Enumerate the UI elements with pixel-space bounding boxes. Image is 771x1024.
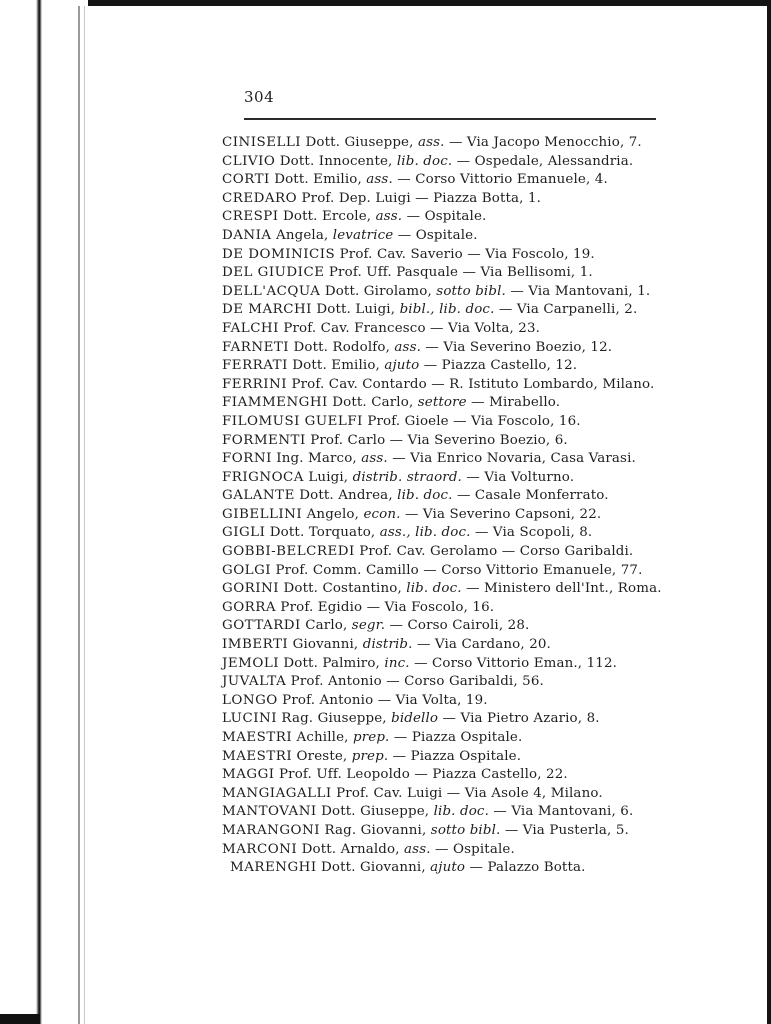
entry-surname: FRIGNOCA <box>222 469 304 485</box>
directory-entry <box>222 301 682 320</box>
directory-entry <box>222 320 682 339</box>
entry-surname: FERRINI <box>222 376 288 392</box>
entry-address: — Ospitale. <box>430 841 515 857</box>
directory-entry <box>222 766 682 785</box>
directory-entry <box>222 171 682 190</box>
directory-list <box>222 134 682 878</box>
entry-surname: MANTOVANI <box>222 804 317 820</box>
entry-details: Dott. Carlo, <box>327 395 418 411</box>
entry-details: Dott. Rodolfo, <box>289 339 395 355</box>
entry-surname: LUCINI <box>222 711 277 727</box>
directory-entry <box>222 580 682 599</box>
entry-surname: DE MARCHI <box>222 302 312 318</box>
directory-entry <box>222 785 682 804</box>
entry-surname: FILOMUSI GUELFI <box>222 413 363 429</box>
entry-surname: GIGLI <box>222 525 266 541</box>
entry-address: — Casale Monferrato. <box>452 488 609 504</box>
entry-role: inc. <box>384 655 410 671</box>
entry-details: Prof. Dep. Luigi — Piazza Botta, 1. <box>297 190 542 206</box>
header-rule <box>244 118 656 120</box>
gutter-line <box>78 6 80 1024</box>
entry-details: Prof. Cav. Saverio — Via Foscolo, 19. <box>335 246 595 262</box>
entry-details: Dott. Torquato, <box>265 525 380 541</box>
entry-details: Dott. Innocente, <box>275 153 397 169</box>
directory-entry <box>222 655 682 674</box>
entry-details: Dott. Giuseppe, <box>301 135 418 150</box>
entry-surname: GIBELLINI <box>222 506 303 522</box>
directory-entry <box>222 617 682 636</box>
entry-surname: MAGGI <box>222 767 275 783</box>
entry-surname: MAESTRI <box>222 730 293 745</box>
directory-entry <box>222 748 682 767</box>
directory-entry <box>222 506 682 525</box>
directory-entry <box>222 692 682 711</box>
directory-entry <box>222 487 682 506</box>
scan-border-bottom <box>0 1014 40 1024</box>
directory-entry <box>222 134 682 153</box>
entry-details: Angelo, <box>302 506 364 522</box>
entry-role: segr. <box>351 618 386 634</box>
entry-details: Oreste, <box>292 748 352 764</box>
entry-surname: DEL GIUDICE <box>222 265 325 281</box>
directory-entry <box>222 822 682 841</box>
entry-surname: FIAMMENGHI <box>222 395 328 411</box>
entry-surname: FERRATI <box>222 358 288 374</box>
entry-details: Dott. Palmiro, <box>279 655 385 671</box>
entry-address: — Piazza Castello, 12. <box>419 358 578 374</box>
entry-role: ass., lib. doc. <box>379 525 471 541</box>
entry-address: — Via Mantovani, 1. <box>505 283 651 299</box>
entry-details: Prof. Carlo — Via Severino Boezio, 6. <box>305 432 568 448</box>
entry-surname: GOTTARDI <box>222 618 301 634</box>
entry-address: — Via Scopoli, 8. <box>470 525 593 541</box>
entry-details: Dott. Giovanni, <box>316 860 431 876</box>
entry-surname: CRESPI <box>222 209 279 225</box>
entry-details: Carlo, <box>300 618 352 634</box>
entry-role: ajuto <box>430 860 466 876</box>
entry-details: Giovanni, <box>288 637 363 653</box>
entry-address: — Ospitale. <box>393 227 478 243</box>
entry-role: ass. <box>361 451 388 467</box>
directory-entry <box>222 543 682 562</box>
entry-details: Prof. Comm. Camillo — Corso Vittorio Emanuele, 77. <box>271 562 643 578</box>
directory-entry <box>222 841 682 860</box>
directory-entry <box>222 227 682 246</box>
entry-details: Prof. Antonio — Via Volta, 19. <box>277 692 488 708</box>
entry-role: ass. <box>404 841 431 857</box>
entry-details: Dott. Girolamo, <box>320 283 437 299</box>
entry-details: Prof. Gioele — Via Foscolo, 16. <box>362 413 581 429</box>
entry-details: Prof. Cav. Gerolamo — Corso Garibaldi. <box>354 544 634 560</box>
directory-entry <box>222 246 682 265</box>
entry-details: Dott. Emilio, <box>269 172 367 188</box>
entry-address: — Via Jacopo Menocchio, 7. <box>444 135 642 150</box>
entry-address: — Via Volturno. <box>461 469 575 485</box>
entry-surname: FALCHI <box>222 320 279 336</box>
entry-role: lib. doc. <box>406 581 462 597</box>
entry-role: econ. <box>363 506 401 522</box>
entry-details: Prof. Uff. Pasquale — Via Bellisomi, 1. <box>324 265 593 281</box>
entry-surname: JEMOLI <box>222 655 280 671</box>
entry-details: Rag. Giovanni, <box>320 822 431 838</box>
directory-entry <box>222 729 682 748</box>
entry-role: lib. doc. <box>397 488 453 504</box>
entry-surname: FORNI <box>222 451 272 467</box>
entry-role: sotto bibl. <box>430 822 501 838</box>
directory-entry <box>222 208 682 227</box>
entry-address: — Ospedale, Alessandria. <box>452 153 634 169</box>
directory-entry <box>222 264 682 283</box>
entry-surname: CLIVIO <box>222 153 276 169</box>
entry-address: — Corso Vittorio Emanuele, 4. <box>392 172 608 188</box>
directory-entry <box>222 803 682 822</box>
entry-role: ajuto <box>384 358 420 374</box>
entry-address: — Via Enrico Novaria, Casa Varasi. <box>387 451 636 467</box>
entry-surname: JUVALTA <box>222 674 287 690</box>
entry-address: — Via Pietro Azario, 8. <box>438 711 600 727</box>
directory-entry <box>222 190 682 209</box>
entry-surname: CREDARO <box>222 190 298 206</box>
entry-surname: MAESTRI <box>222 748 293 764</box>
directory-entry <box>222 376 682 395</box>
entry-address: — Ospitale. <box>402 209 487 225</box>
entry-details: Dott. Luigi, <box>311 302 400 318</box>
entry-address: — Via Mantovani, 6. <box>488 804 634 820</box>
entry-surname: CINISELLI <box>222 135 302 150</box>
directory-entry <box>222 562 682 581</box>
page-margin-left <box>0 0 30 1024</box>
entry-address: — Via Carpanelli, 2. <box>494 302 638 318</box>
directory-entry <box>222 524 682 543</box>
directory-entry <box>222 153 682 172</box>
entry-role: settore <box>417 395 467 411</box>
entry-address: — Piazza Ospitale. <box>389 730 523 745</box>
entry-details: Prof. Cav. Francesco — Via Volta, 23. <box>278 320 541 336</box>
entry-role: distrib. straord. <box>352 469 462 485</box>
entry-surname: DE DOMINICIS <box>222 246 336 262</box>
entry-role: ass. <box>394 339 422 355</box>
directory-entry <box>222 450 682 469</box>
entry-address: — Mirabello. <box>466 395 561 411</box>
entry-surname: MARCONI <box>222 841 298 857</box>
directory-entry <box>222 710 682 729</box>
entry-details: Rag. Giuseppe, <box>277 711 392 727</box>
directory-entry <box>222 599 682 618</box>
gutter-line-secondary <box>84 6 85 1024</box>
entry-details: Luigi, <box>303 469 353 485</box>
entry-surname: IMBERTI <box>222 637 289 653</box>
directory-entry <box>222 636 682 655</box>
entry-details: Prof. Egidio — Via Foscolo, 16. <box>276 599 495 615</box>
directory-entry <box>222 394 682 413</box>
entry-details: Dott. Andrea, <box>294 488 398 504</box>
entry-role: ass. <box>375 209 403 225</box>
entry-details: Achille, <box>292 730 353 745</box>
entry-surname: MARENGHI <box>230 860 317 876</box>
entry-details: Prof. Uff. Leopoldo — Piazza Castello, 22. <box>274 767 568 783</box>
entry-role: bidello <box>391 711 439 727</box>
entry-address: — Via Pusterla, 5. <box>500 822 629 838</box>
directory-entry <box>222 283 682 302</box>
directory-entry <box>222 413 682 432</box>
entry-surname: MANGIAGALLI <box>222 785 332 801</box>
entry-role: ass. <box>366 172 393 188</box>
entry-role: prep. <box>352 730 390 745</box>
entry-surname: GALANTE <box>222 488 295 504</box>
entry-address: — Via Severino Capsoni, 22. <box>400 506 602 522</box>
entry-surname: DANIA <box>222 227 272 243</box>
entry-surname: FARNETI <box>222 339 290 355</box>
entry-address: — Corso Vittorio Eman., 112. <box>409 655 618 671</box>
entry-details: Dott. Costantino, <box>279 581 407 597</box>
entry-role: bibl., lib. doc. <box>399 302 495 318</box>
entry-address: — Corso Cairoli, 28. <box>385 618 530 634</box>
entry-surname: FORMENTI <box>222 432 306 448</box>
entry-address: — Ministero dell'Int., Roma. <box>461 581 662 597</box>
entry-role: lib. doc. <box>433 804 489 820</box>
entry-details: Prof. Cav. Luigi — Via Asole 4, Milano. <box>331 785 603 801</box>
entry-address: — Via Cardano, 20. <box>412 637 551 653</box>
entry-role: levatrice <box>332 227 394 243</box>
entry-role: sotto bibl. <box>436 283 506 299</box>
entry-details: Dott. Giuseppe, <box>316 804 434 820</box>
entry-details: Dott. Arnaldo, <box>297 841 405 857</box>
directory-entry <box>222 469 682 488</box>
directory-entry <box>222 357 682 376</box>
entry-role: distrib. <box>362 637 413 653</box>
binding-edge <box>36 0 42 1024</box>
entry-details: Ing. Marco, <box>271 451 362 467</box>
directory-entry <box>222 432 682 451</box>
entry-surname: GOBBI-BELCREDI <box>222 544 355 560</box>
entry-surname: GORINI <box>222 581 280 597</box>
entry-details: Angela, <box>271 227 333 243</box>
directory-entry <box>222 673 682 692</box>
entry-details: Prof. Cav. Contardo — R. Istituto Lombardo, Milano. <box>287 376 655 392</box>
entry-role: ass. <box>417 135 445 150</box>
directory-entry <box>222 339 682 358</box>
entry-address: — Palazzo Botta. <box>465 860 586 876</box>
entry-details: Dott. Ercole, <box>278 209 376 225</box>
entry-details: Prof. Antonio — Corso Garibaldi, 56. <box>286 674 544 690</box>
directory-entry <box>222 859 682 878</box>
entry-role: lib. doc. <box>396 153 453 169</box>
scan-border-right <box>767 0 771 1024</box>
scan-border-top <box>88 0 771 6</box>
entry-surname: GORRA <box>222 599 277 615</box>
entry-surname: CORTI <box>222 172 270 188</box>
entry-address: — Via Severino Boezio, 12. <box>421 339 613 355</box>
entry-address: — Piazza Ospitale. <box>388 748 522 764</box>
entry-surname: MARANGONI <box>222 822 321 838</box>
entry-surname: DELL'ACQUA <box>222 283 321 299</box>
entry-role: prep. <box>351 748 389 764</box>
page-number: 304 <box>244 88 275 106</box>
entry-surname: GOLGI <box>222 562 272 578</box>
entry-surname: LONGO <box>222 692 278 708</box>
entry-details: Dott. Emilio, <box>287 358 385 374</box>
